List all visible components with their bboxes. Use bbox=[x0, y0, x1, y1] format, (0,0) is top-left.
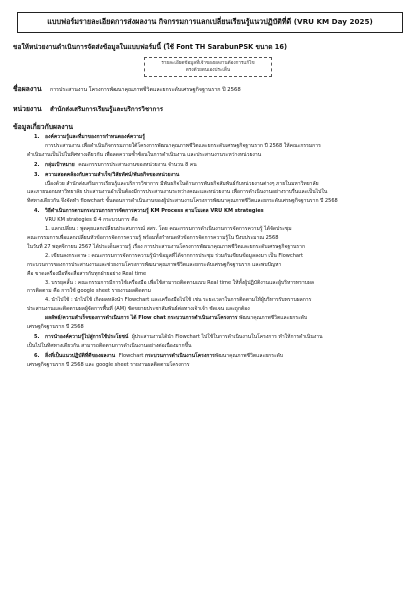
item-4-step-3-b: การติดตาม คือ การใช้ google sheet รายงานผลติดตาม bbox=[27, 288, 151, 295]
item-4-number: 4. bbox=[34, 208, 40, 215]
item-6-number: 6. bbox=[34, 352, 40, 359]
item-6-head bbox=[27, 352, 407, 361]
item-1 bbox=[27, 133, 407, 160]
item-4-step-4-a: 4. นำไปใช้ : นำไปใช้ เกิดผลหลังนำ Flowchart และเครื่องมือไปใช้ เช่น ระยะเวลาในการติดตามให้ผู้บริหารรับทราบผลการ bbox=[45, 297, 312, 304]
item-4-step-2-a: 2. เขียนลงกระดาษ : คณะกรรมการจัดการความรู้นำข้อมูลที่ได้จากการประชุม ร่วมกันเขียนข้อมูลลงมา เป็น Flowchart bbox=[45, 252, 304, 259]
item-6-line-1a: Flowchart bbox=[118, 352, 145, 359]
item-6-line-1c: พัฒนาคุณภาพชีวิตและยกระดับ bbox=[214, 352, 284, 359]
item-3-line-3: ทิศทางเดียวกัน จึงจัดทำ flowchart ขั้นตอนการดำเนินงานของผู้ประสานงานโครงการพัฒนาคุณภาพชีวิตและยกระดับเศรษฐกิจฐานราก ปี 2568 bbox=[27, 198, 338, 205]
item-4-head bbox=[27, 207, 407, 216]
work-name-label: ชื่อผลงาน bbox=[13, 85, 42, 93]
section-title: ข้อมูลเกี่ยวกับผลงาน bbox=[13, 123, 73, 131]
item-5-number: 5. bbox=[34, 333, 40, 340]
item-6-title: สิ่งที่เป็นแนวปฏิบัติที่ดีของผลงาน bbox=[45, 352, 116, 359]
item-1-head bbox=[27, 133, 407, 142]
unit-field bbox=[13, 103, 407, 114]
item-4 bbox=[27, 207, 407, 332]
item-4-result-cont: เศรษฐกิจฐานราก ปี 2568 bbox=[27, 324, 84, 331]
item-1-line-2: ดำเนินงานเป็นไปในทิศทางเดียวกัน เพื่อลดความซ้ำซ้อนในการดำเนินงาน และประสานงานระหว่างหน่วยงาน bbox=[27, 151, 262, 158]
note-line-1: รายละเอียดข้อมูลที่เจ้าของผลงานต้องการแก้ไข bbox=[161, 61, 255, 66]
item-6-line-1b: กระบวนการดำเนินงานโครงการ bbox=[144, 352, 215, 359]
unit-value: สำนักส่งเสริมการเรียนรู้และบริการวิชาการ bbox=[50, 106, 164, 113]
item-6-line-2: เศรษฐกิจฐานราก ปี 2568 และ google sheet รายงานผลติดตามโครงการ bbox=[27, 361, 190, 368]
item-5-line-1: ผู้ประสานงานได้นำ Flowchart ไปใช้ในการดำเนินงานในโครงการ ทำให้การดำเนินงาน bbox=[131, 333, 323, 340]
form-instruction: ขอให้หน่วยงานดำเนินการจัดส่งข้อมูลในแบบฟอร์มนี้ (ใช้ Font TH SarabunPSK ขนาด 16) bbox=[13, 43, 287, 51]
item-5 bbox=[27, 333, 407, 351]
item-6 bbox=[27, 352, 407, 370]
item-4-step-1-b: คณะกรรมการเพื่อแลกเปลี่ยนหัวข้อการจัดการความรู้ พร้อมทั้งกำหนดหัวข้อการจัดการความรู้ใน ปีงบประมาณ 2568 bbox=[27, 234, 279, 241]
item-3-title: ความสอดคล้องกับความสำเร็จ/วิสัยทัศน์/พันธกิจของหน่วยงาน bbox=[45, 171, 180, 178]
item-3-line-1: เนื่องด้วย สำนักส่งเสริมการเรียนรู้และบริการวิชาการ มีพันธกิจในด้านการพันธกิจสัมพันธ์กับหน่วยงานต่างๆ ภายในมหาวิทยาลัย bbox=[45, 180, 319, 187]
item-5-head bbox=[27, 333, 407, 342]
item-2-number: 2. bbox=[34, 161, 40, 168]
item-1-number: 1. bbox=[34, 134, 40, 140]
item-4-result-value: พัฒนาคุณภาพชีวิตและยกระดับ bbox=[239, 315, 308, 322]
item-3 bbox=[27, 171, 407, 207]
item-3-line-2: และภายนอกมหาวิทยาลัย ประสานงานอำเป็นต้องมีการประสานงานระหว่างคณะและหน่วยงาน เพื่อการดำเนินงานอย่างราบรื่นและเป็นไปใน bbox=[27, 189, 328, 196]
item-4-step-1-a: 1. แลกเปลี่ยน : พูดคุยแลกเปลี่ยนประสบการณ์ สสร. โดย คณะกรรมการดำเนินงานการจัดการความรู้ ได้จัดประชุม bbox=[45, 226, 292, 233]
item-4-result-line bbox=[27, 314, 407, 323]
item-4-result-label: ผลลัพธ์/ความสำเร็จของการดำเนินการ ได้ Flow chat กระบวนการดำเนินงานโครงการ bbox=[45, 315, 238, 322]
note-box bbox=[144, 57, 272, 77]
note-line-2: ตรงด้วยตนเองประเด็น bbox=[185, 68, 231, 73]
work-name-value: การประสานงาน โครงการพัฒนาคุณภาพชีวิตและยกระดับเศรษฐกิจฐานราก ปี 2568 bbox=[50, 87, 241, 93]
item-2-value: คณะกรรมการประสานงานของหน่วยงาน จำนวน 8 คน bbox=[78, 161, 197, 168]
item-5-title: การนำองค์ความรู้ไปสู่การใช้ประโยชน์ bbox=[45, 333, 129, 340]
item-4-step-4-b: ประสานงานและติดตามผลผู้จัดการพื้นที่ (AM) ชัดขยายประชาสัมพันธ์ต่อทางเจ้าเจ้า ชัดเจน และถูกต้อง bbox=[27, 306, 250, 313]
item-2-head bbox=[27, 161, 407, 170]
item-4-step-2-b: กระบวนการของการประสานงานและช่วยงานโครงการพัฒนาคุณภาพชีวิตและยกระดับเศรษฐกิจฐานราก และพบปัญหา bbox=[27, 261, 282, 268]
item-1-line-1: การประสานงาน เพื่อดำเนินกิจกรรมภายใต้โครงการพัฒนาคุณภาพชีวิตและยกระดับเศรษฐกิจฐานราก ปี 2568 ให้คณะกรรมการ bbox=[45, 142, 321, 149]
section-content bbox=[13, 133, 407, 370]
item-4-title: วิธีดำเนินการตามกระบวนการการจัดการความรู้ KM Process ตามโมเดล VRU KM strategies bbox=[45, 208, 264, 215]
item-4-step-3-a: 3. บรรยุคลั้น : คณะกรรมการมีการใช้เครื่องมือ เพื่อใช้สามารถติดตามแบบ Real time ให้ทั้งผู้ปฏิบัติงานและผู้บริหารทราบผล bbox=[45, 279, 314, 286]
work-name-field bbox=[13, 83, 407, 94]
item-3-number: 3. bbox=[34, 171, 40, 178]
item-4-intro: VRU KM strategies มี 4 กระบวนการ คือ bbox=[45, 217, 138, 224]
item-1-title: องค์ความรู้และที่มาของการกำหนดองค์ความรู้ bbox=[45, 134, 145, 140]
item-4-step-1-c: ในวันที่ 27 พฤศจิกายน 2567 ได้ประเด็นความรู้ เรื่อง การประสานงานโครงการพัฒนาคุณภาพชีวิตและยกระดับเศรษฐกิจฐานราก bbox=[27, 243, 306, 250]
item-3-head bbox=[27, 171, 407, 180]
item-4-step-2-c: คือ ขาดเครื่องมือที่จะสื่อสารกับทุกฝ่ายอย่าง Real time bbox=[27, 270, 147, 277]
item-2 bbox=[27, 161, 407, 170]
form-title: แบบฟอร์มรายละเอียดการส่งผลงาน กิจกรรมการแลกเปลี่ยนเรียนรู้แนวปฏิบัติที่ดี (VRU KM Day 2025) bbox=[47, 17, 373, 26]
item-5-line-2: เป็นไปในทิศทางเดียวกัน สามารถติดตามการดำเนินงานอย่างต่อเนื่องมากขึ้น bbox=[27, 342, 192, 349]
item-2-title: กลุ่มเป้าหมาย bbox=[45, 161, 75, 168]
unit-label: หน่วยงาน bbox=[13, 105, 42, 113]
form-title-box bbox=[17, 12, 403, 33]
